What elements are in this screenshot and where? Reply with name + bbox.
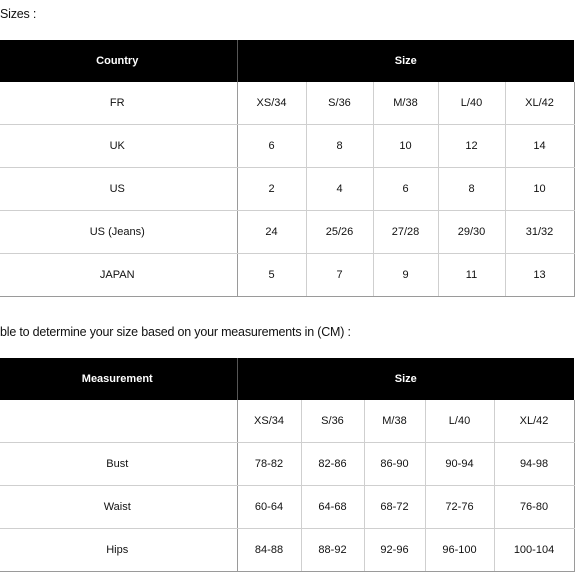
measurement-cell: 96-100	[425, 529, 494, 572]
size-cell: 31/32	[505, 211, 574, 254]
country-column-header: Country	[0, 40, 237, 82]
table-row	[0, 529, 574, 572]
table-row	[0, 211, 574, 254]
size-cell: 29/30	[438, 211, 505, 254]
size-cell: 25/26	[306, 211, 373, 254]
measurement-cell: 82-86	[301, 443, 364, 486]
measurement-cell: 84-88	[237, 529, 301, 572]
size-cell: 24	[237, 211, 306, 254]
size-conversion-table	[0, 40, 575, 297]
table-row	[0, 443, 574, 486]
country-label: JAPAN	[0, 254, 237, 297]
measurement-cell: 76-80	[494, 486, 574, 529]
measurement-cell: 60-64	[237, 486, 301, 529]
size-label: M/38	[364, 400, 425, 443]
measurement-cell: 78-82	[237, 443, 301, 486]
size-label: S/36	[301, 400, 364, 443]
size-cell: 2	[237, 168, 306, 211]
measurement-column-header: Measurement	[0, 358, 237, 400]
table-row	[0, 168, 574, 211]
size-column-header: Size	[237, 40, 574, 82]
measurement-cell: 64-68	[301, 486, 364, 529]
country-label: UK	[0, 125, 237, 168]
empty-label-cell	[0, 400, 237, 443]
size-cell: 6	[373, 168, 438, 211]
size-cell: 10	[505, 168, 574, 211]
measurement-label: Bust	[0, 443, 237, 486]
measurement-cell: 68-72	[364, 486, 425, 529]
size-cell: XS/34	[237, 82, 306, 125]
size-cell: 4	[306, 168, 373, 211]
measurement-cell: 72-76	[425, 486, 494, 529]
size-cell: 9	[373, 254, 438, 297]
conversion-header-row	[0, 40, 574, 82]
measurement-cell: 94-98	[494, 443, 574, 486]
size-cell: 27/28	[373, 211, 438, 254]
measurement-table	[0, 358, 575, 572]
size-column-header: Size	[237, 358, 574, 400]
measurement-header-row	[0, 358, 574, 400]
measurement-label: Hips	[0, 529, 237, 572]
size-label: XL/42	[494, 400, 574, 443]
size-cell: 12	[438, 125, 505, 168]
measurement-cell: 92-96	[364, 529, 425, 572]
size-cell: 13	[505, 254, 574, 297]
size-label: XS/34	[237, 400, 301, 443]
size-cell: 14	[505, 125, 574, 168]
country-label: FR	[0, 82, 237, 125]
table-row	[0, 254, 574, 297]
size-cell: 8	[438, 168, 505, 211]
size-cell: 7	[306, 254, 373, 297]
size-conversion-heading: Sizes :	[0, 7, 37, 21]
country-label: US	[0, 168, 237, 211]
measurement-heading: ble to determine your size based on your measurements in (CM) :	[0, 325, 351, 339]
size-cell: 11	[438, 254, 505, 297]
size-cell: 10	[373, 125, 438, 168]
measurement-cell: 100-104	[494, 529, 574, 572]
measurement-label: Waist	[0, 486, 237, 529]
table-row	[0, 125, 574, 168]
size-cell: XL/42	[505, 82, 574, 125]
size-cell: 6	[237, 125, 306, 168]
size-cell: M/38	[373, 82, 438, 125]
size-cell: S/36	[306, 82, 373, 125]
measurement-cell: 88-92	[301, 529, 364, 572]
measurement-cell: 86-90	[364, 443, 425, 486]
size-cell: 8	[306, 125, 373, 168]
size-label: L/40	[425, 400, 494, 443]
table-row	[0, 82, 574, 125]
table-row	[0, 486, 574, 529]
size-label-row	[0, 400, 574, 443]
size-cell: L/40	[438, 82, 505, 125]
country-label: US (Jeans)	[0, 211, 237, 254]
measurement-cell: 90-94	[425, 443, 494, 486]
size-cell: 5	[237, 254, 306, 297]
